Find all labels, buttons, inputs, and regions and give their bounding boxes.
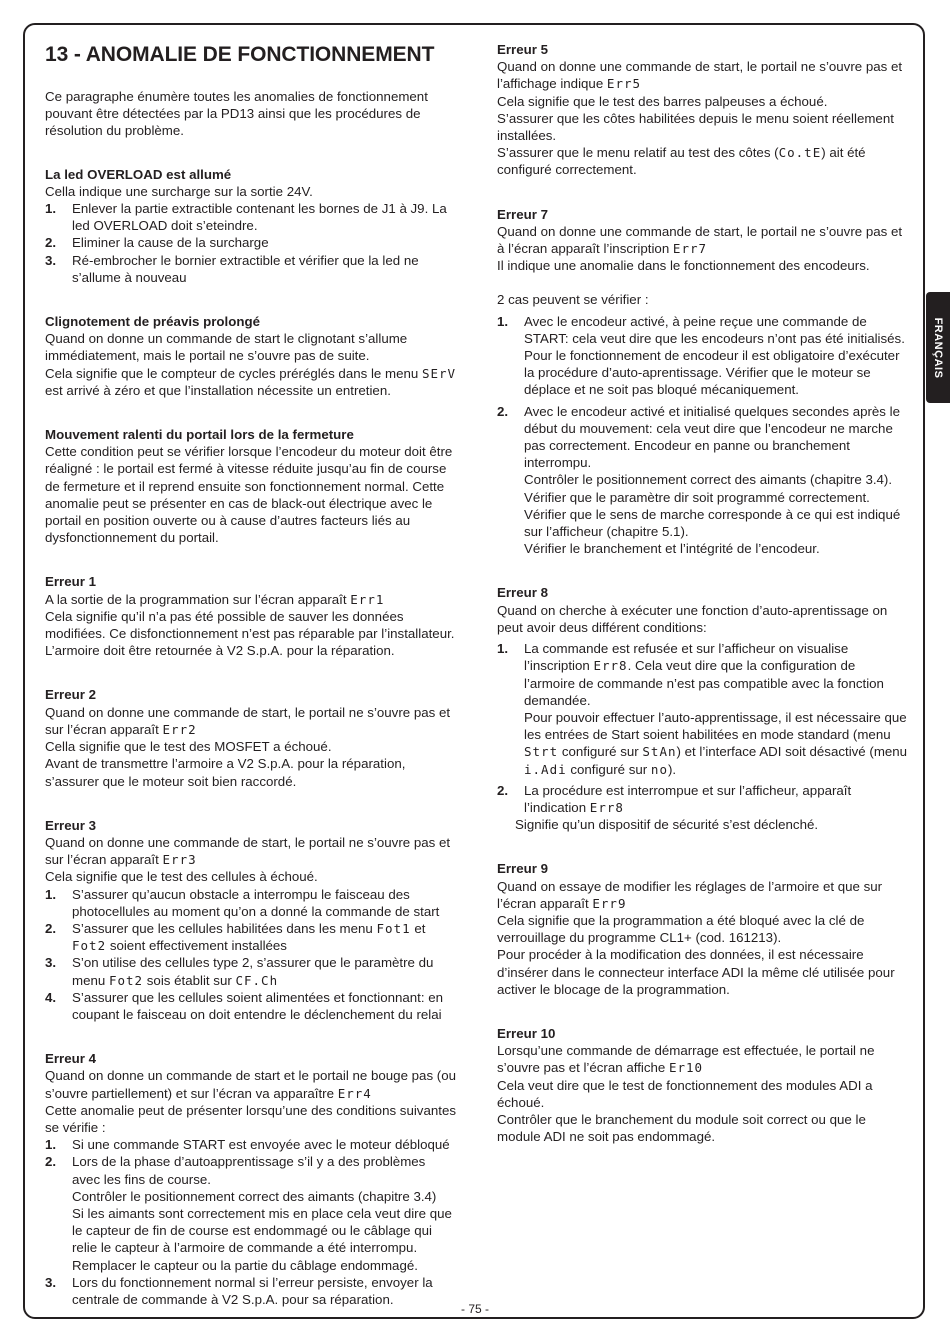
- section-erreur-5: [497, 41, 909, 179]
- section-text: Quand on donne un commande de start le clignotant s’allume immédiatement, mais le portail ne s’ouvre pas de suite.: [45, 331, 408, 364]
- display-code: SErV: [421, 365, 457, 381]
- display-code: Err5: [606, 76, 642, 92]
- section-heading: Erreur 3: [45, 817, 96, 833]
- section-text: Cella indique une surcharge sur la sortie 24V.: [45, 183, 313, 199]
- section-text: Quand on donne une commande de start, le portail ne s’ouvre pas et sur l’écran apparaît Err2: [45, 704, 451, 737]
- section-text: Cette condition peut se vérifier lorsque l’encodeur du moteur doit être réaligné : le portail est fermé à vitesse réduite jusqu’au fin de course de fermeture et il reprend ensuite son fonctionnement normal. Cette anomalie peut se présenter en cas de black-out électrique avec le portail en position ouverte ou à cause d’autres facteurs liés au dysfonctionnement du portail.: [45, 444, 453, 546]
- right-column: [497, 41, 909, 1172]
- page-title: 13 - ANOMALIE DE FONCTIONNEMENT: [45, 43, 435, 66]
- section-text: Signifie qu’un dispositif de sécurité s’est déclenché.: [515, 817, 819, 833]
- display-code: Err2: [162, 721, 197, 737]
- section-text: Cela veut dire que le test de fonctionnement des modules ADI a échoué.: [497, 1077, 873, 1110]
- section-heading: Erreur 7: [497, 206, 548, 222]
- section-text: Cela signifie qu’il n’a pas été possible de sauver les données modifiées. Ce disfonctionnement n’est pas réparable par l’installateur. L’armoire doit être retournée à V2 S.p.A. pour la réparation.: [45, 608, 455, 659]
- display-code: Co.tE: [778, 145, 822, 161]
- list-item: 2. S’assurer que les cellules habilitées dans les menu Fot1 et Fot2 soient effectivement installées: [45, 920, 426, 954]
- list-item: 1. Enlever la partie extractible contenant les bornes de J1 à J9. La led OVERLOAD doit s’eteindre.: [45, 201, 447, 234]
- section-heading: Erreur 9: [497, 861, 548, 877]
- section-heading: Erreur 2: [45, 687, 96, 703]
- section-text: Cela signifie que le test des barres palpeuses a échoué.: [497, 93, 828, 109]
- section-text: Cela signifie que le test des cellules à échoué.: [45, 869, 318, 885]
- section-heading: Clignotement de préavis prolongé: [45, 314, 260, 330]
- section-text: Quand on donne une commande de start, le portail ne s’ouvre pas et l’affichage indique Err5: [497, 59, 903, 92]
- list-item: 2. Lors de la phase d’autoapprentissage s’il y a des problèmes avec les fins de course. Contrôler le positionnement correct des aimants (chapitre 3.4) Si les aimants sont correctement mis en place cela veut dire que le capteur de fin de course est endommagé ou le câblage qui relie le capteur à l’armoire de commande a été interrompu. Remplacer le capteur ou la partie du câblage endommagé.: [45, 1154, 452, 1273]
- section-ralenti: [45, 426, 457, 546]
- display-code: Err1: [350, 591, 385, 607]
- list-item: 3. S’on utilise des cellules type 2, s’assurer que le paramètre du menu Fot2 sois établit sur CF.Ch: [45, 955, 434, 988]
- section-list: [497, 313, 909, 558]
- language-tab-label: FRANÇAIS: [932, 317, 944, 378]
- section-heading: Erreur 5: [497, 42, 548, 57]
- list-item: 1. La commande est refusée et sur l’afficheur on visualise l’inscription Err8. Cela veut dire que la configuration de l’armoire de commande n’est pas compatible avec la fonction demandée. Pour pouvoir effectuer l’auto-apprentissage, il est nécessaire que les entrées de Start soient habilitées en mode standard (menu Strt configuré sur StAn) et l’interface ADI soit désactivé (menu i.Adi configuré sur no).: [497, 641, 908, 777]
- list-item: 3. Ré-embrocher le bornier extractible et vérifier que la led ne s’allume à nouveau: [45, 252, 419, 285]
- section-text: S’assurer que le menu relatif au test des côtes (Co.tE) ait été configuré correctement.: [497, 145, 866, 178]
- language-tab: [926, 292, 950, 403]
- section-text: Avant de transmettre l’armoire a V2 S.p.A. pour la réparation, s’assurer que le moteur soit bien raccordé.: [45, 756, 406, 789]
- list-item: 1. Avec le encodeur activé, à peine reçue une commande de START: cela veut dire que les encodeurs n’ont pas été initialisés. Pour le fonctionnement de encodeur il est obligatoire d’exécuter la procédure d’auto-aprentissage. Vérifier que le moteur se déplace et ne soit pas bloqué mécaniquement.: [497, 313, 905, 398]
- section-text: Quand on cherche à exécuter une fonction d’auto-aprentissage on peut avoir deus différent conditions:: [497, 602, 888, 635]
- section-text: Cela signifie que le compteur de cycles préréglés dans le menu SErV est arrivé à zéro et que l’installation nécessite un entretien.: [45, 365, 457, 398]
- section-text: Il indique une anomalie dans le fonctionnement des encodeurs.: [497, 258, 870, 274]
- intro-paragraph: Ce paragraphe énumère toutes les anomalies de fonctionnement pouvant être détectées par la PD13 ainsi que les procédures de résolution du problème.: [45, 89, 428, 139]
- display-code: Err9: [592, 895, 627, 911]
- section-text: Quand on donne une commande de start, le portail ne s’ouvre pas et sur l’écran apparaît Err3: [45, 834, 451, 868]
- section-list: [45, 1136, 457, 1308]
- section-heading: Erreur 4: [45, 1051, 96, 1067]
- section-list: [45, 200, 457, 286]
- list-item: 2. La procédure est interrompue et sur l’afficheur, apparaît l’indication Err8: [497, 782, 852, 815]
- section-erreur-7: [497, 206, 909, 558]
- section-heading: Erreur 8: [497, 585, 548, 601]
- section-overload: [45, 166, 457, 286]
- section-list: [45, 886, 457, 1024]
- display-code: Er10: [668, 1060, 704, 1076]
- section-heading: La led OVERLOAD est allumé: [45, 166, 232, 182]
- section-text: Quand on donne un commande de start et le portail ne bouge pas (ou s’ouvre partiellement) et sur l’écran va apparaître Err4: [45, 1068, 457, 1101]
- list-item: 1. Si une commande START est envoyée avec le moteur débloqué: [45, 1137, 450, 1153]
- section-erreur-1: [45, 573, 457, 659]
- section-text: Contrôler que le branchement du module soit correct ou que le module ADI ne soit pas endommagé.: [497, 1111, 866, 1145]
- section-text: A la sortie de la programmation sur l’écran apparaît Err1: [45, 591, 385, 607]
- display-code: Err7: [672, 241, 708, 257]
- list-item: 2. Eliminer la cause de la surcharge: [45, 235, 269, 251]
- section-text: S’assurer que les côtes habilitées depuis le menu soient réellement installées.: [497, 110, 894, 144]
- section-erreur-10: [497, 1025, 909, 1145]
- section-heading: Erreur 1: [45, 574, 96, 590]
- section-preavis: [45, 313, 457, 399]
- section-erreur-2: [45, 686, 457, 789]
- section-text: Pour procéder à la modification des données, il est nécessaire d’insérer dans le connecteur interface ADI la même clé utilisée pour activer le blocage de la programmation.: [497, 947, 895, 997]
- display-code: Err3: [162, 852, 197, 868]
- list-item: 4. S’assurer que les cellules soient alimentées et fonctionnant: en coupant le faisceau on doit entendre le déclenchement du relai: [45, 989, 444, 1022]
- list-item: 3. Lors du fonctionnement normal si l’erreur persiste, envoyer la centrale de commande à V2 S.p.A. pour sa réparation.: [45, 1274, 433, 1307]
- section-text: Quand on essaye de modifier les réglages de l’armoire et que sur l’écran apparaît Err9: [497, 878, 883, 911]
- list-item: 1. S’assurer qu’aucun obstacle a interrompu le faisceau des photocellules au moment qu’on a donné la commande de start: [45, 886, 440, 919]
- section-heading: Erreur 10: [497, 1025, 556, 1041]
- section-heading: Mouvement ralenti du portail lors de la fermeture: [45, 427, 354, 443]
- left-column: [45, 42, 457, 1335]
- section-text: Quand on donne une commande de start, le portail ne s’ouvre pas et à l’écran apparaît l’inscription Err7: [497, 223, 903, 257]
- section-erreur-9: [497, 860, 909, 998]
- section-text: 2 cas peuvent se vérifier :: [497, 292, 649, 308]
- section-erreur-4: [45, 1050, 457, 1308]
- section-text: Cella signifie que le test des MOSFET a échoué.: [45, 739, 332, 755]
- section-text: Lorsqu’une commande de démarrage est effectuée, le portail ne s’ouvre pas et l’écran affiche Er10: [497, 1043, 875, 1076]
- section-list: [497, 640, 909, 816]
- list-item: 2. Avec le encodeur activé et initialisé quelques secondes après le début du mouvement: cela veut dire que l’encodeur ne marche pas correctement. Encodeur en panne ou branchement interrompu. Contrôler le positionnement correct des aimants (chapitre 3.4). Vérifier que le paramètre dir soit programmé correctement. Vérifier que le sens de marche corresponde à ce qui est indiqué sur l’afficheur (chapitre 5.1). Vérifier le branchement et l’intégrité de l’encodeur.: [497, 403, 901, 557]
- section-erreur-8: [497, 584, 909, 833]
- section-erreur-3: [45, 817, 457, 1023]
- display-code: Err4: [337, 1085, 372, 1101]
- section-text: Cette anomalie peut de présenter lorsqu’une des conditions suivantes se vérifie :: [45, 1102, 456, 1135]
- page-number: - 75 -: [460, 1302, 489, 1316]
- section-text: Cela signifie que la programmation a été bloqué avec la clé de verrouillage du programme CL1+ (cod. 161213).: [497, 912, 865, 946]
